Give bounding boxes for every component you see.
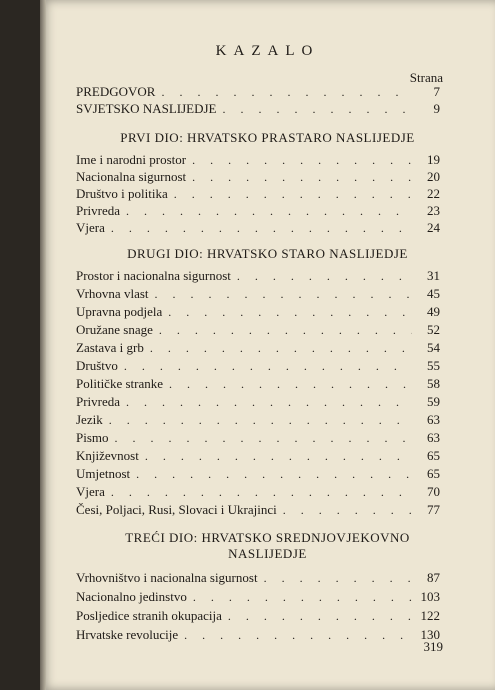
entry-page: 22 — [427, 186, 440, 201]
leader-dots — [150, 341, 412, 356]
leader-dots — [192, 170, 412, 185]
entry-label: Prostor i nacionalna sigurnost — [76, 268, 231, 283]
toc-entry — [76, 152, 440, 168]
entry-label: Zastava i grb — [76, 340, 144, 355]
leader-dots — [136, 467, 412, 482]
entry-page: 65 — [427, 466, 440, 481]
entry-page: 52 — [427, 322, 440, 337]
entry-label: Ime i narodni prostor — [76, 152, 187, 167]
leader-dots — [283, 503, 412, 518]
entry-page: 63 — [427, 412, 440, 427]
entry-page: 24 — [427, 220, 440, 235]
part2-heading: DRUGI DIO: HRVATSKO STARO NASLIJEDJE — [127, 246, 408, 261]
entry-label: Privreda — [76, 394, 121, 409]
entry-label: PREDGOVOR — [76, 84, 156, 99]
toc-entry — [76, 627, 440, 643]
entry-page: 20 — [427, 169, 440, 184]
entry-label: Vjera — [76, 484, 105, 499]
entry-page: 70 — [427, 484, 440, 499]
entry-page: 54 — [427, 340, 440, 355]
entry-page: 55 — [427, 358, 440, 373]
toc-entry — [76, 608, 440, 624]
entry-label: SVJETSKO NASLIJEDJE — [76, 101, 217, 116]
page-number: 319 — [423, 639, 443, 654]
toc-entry — [76, 570, 440, 586]
entry-page: 19 — [427, 152, 440, 167]
entry-label: Pismo — [76, 430, 109, 445]
leader-dots — [184, 628, 412, 643]
toc-entry — [76, 203, 440, 219]
entry-label: Jezik — [76, 412, 103, 427]
part3-heading-line2: NASLIJEDJE — [228, 546, 307, 561]
leader-dots — [111, 485, 412, 500]
entry-label: Političke stranke — [76, 376, 164, 391]
page-column-label: Strana — [409, 70, 443, 85]
toc-entry — [76, 101, 440, 117]
part1-heading: PRVI DIO: HRVATSKO PRASTARO NASLIJEDJE — [120, 130, 415, 145]
entry-page: 45 — [427, 286, 440, 301]
toc-entry — [76, 412, 440, 428]
leader-dots — [192, 153, 412, 168]
toc-entry — [76, 466, 440, 482]
page-edge-shadow — [40, 0, 46, 690]
leader-dots — [155, 287, 412, 302]
leader-dots — [109, 413, 412, 428]
entry-page: 7 — [433, 84, 440, 99]
leader-dots — [111, 221, 412, 236]
entry-label: Nacionalna sigurnost — [76, 169, 187, 184]
toc-entry — [76, 376, 440, 392]
entry-page: 58 — [427, 376, 440, 391]
leader-dots — [159, 323, 412, 338]
toc-entry — [76, 304, 440, 320]
toc-entry — [76, 186, 440, 202]
toc-entry — [76, 448, 440, 464]
leader-dots — [228, 609, 412, 624]
entry-page: 130 — [420, 627, 440, 642]
entry-label: Upravna podjela — [76, 304, 163, 319]
toc-entry — [76, 394, 440, 410]
toc-entry — [76, 268, 440, 284]
toc-entry — [76, 220, 440, 236]
entry-label: Vjera — [76, 220, 105, 235]
toc-entry — [76, 322, 440, 338]
entry-page: 63 — [427, 430, 440, 445]
leader-dots — [264, 571, 412, 586]
entry-page: 77 — [427, 502, 440, 517]
leader-dots — [126, 204, 412, 219]
leader-dots — [193, 590, 412, 605]
entry-page: 23 — [427, 203, 440, 218]
entry-label: Oružane snage — [76, 322, 153, 337]
leader-dots — [169, 377, 412, 392]
entry-label: Društvo — [76, 358, 118, 373]
entry-page: 65 — [427, 448, 440, 463]
toc-entry — [76, 430, 440, 446]
leader-dots — [168, 305, 412, 320]
entry-label: Društvo i politika — [76, 186, 168, 201]
toc-entry — [76, 340, 440, 356]
toc-entry — [76, 84, 440, 100]
leader-dots — [126, 395, 412, 410]
leader-dots — [124, 359, 412, 374]
entry-label: Posljedice stranih okupacija — [76, 608, 222, 623]
toc-entry — [76, 358, 440, 374]
entry-label: Vrhovna vlast — [76, 286, 149, 301]
entry-label: Česi, Poljaci, Rusi, Slovaci i Ukrajinci — [76, 502, 277, 517]
entry-label: Hrvatske revolucije — [76, 627, 179, 642]
toc-entry — [76, 484, 440, 500]
entry-page: 87 — [427, 570, 440, 585]
entry-page: 31 — [427, 268, 440, 283]
entry-page: 122 — [420, 608, 440, 623]
leader-dots — [174, 187, 412, 202]
toc-entry — [76, 286, 440, 302]
leader-dots — [161, 85, 412, 100]
entry-page: 59 — [427, 394, 440, 409]
entry-label: Vrhovništvo i nacionalna sigurnost — [76, 570, 258, 585]
toc-entry — [76, 502, 440, 518]
leader-dots — [237, 269, 412, 284]
toc-title: KAZALO — [215, 43, 320, 59]
entry-label: Književnost — [76, 448, 139, 463]
leader-dots — [222, 102, 412, 117]
entry-page: 9 — [433, 101, 440, 116]
leader-dots — [145, 449, 412, 464]
part3-heading-line1: TREĆI DIO: HRVATSKO SREDNJOVJEKOVNO — [125, 530, 410, 545]
entry-label: Umjetnost — [76, 466, 131, 481]
leader-dots — [115, 431, 412, 446]
toc-entry — [76, 589, 440, 605]
toc-entry — [76, 169, 440, 185]
entry-label: Privreda — [76, 203, 121, 218]
entry-label: Nacionalno jedinstvo — [76, 589, 187, 604]
entry-page: 49 — [427, 304, 440, 319]
entry-page: 103 — [420, 589, 440, 604]
